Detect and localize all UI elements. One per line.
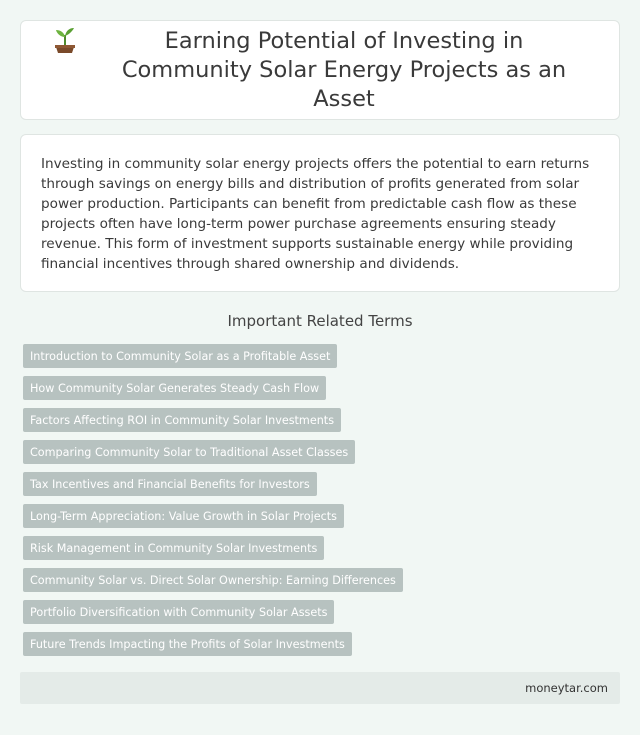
related-term-tag[interactable]: Factors Affecting ROI in Community Solar Investments [23,408,341,432]
related-term-tag[interactable]: Risk Management in Community Solar Investments [23,536,324,560]
related-term-tag[interactable]: Portfolio Diversification with Community Solar Assets [23,600,334,624]
related-term-tag[interactable]: How Community Solar Generates Steady Cash Flow [23,376,326,400]
sprout-icon [50,25,80,55]
related-term-tag[interactable]: Long-Term Appreciation: Value Growth in Solar Projects [23,504,344,528]
related-term-tag[interactable]: Introduction to Community Solar as a Profitable Asset [23,344,337,368]
related-term-tag[interactable]: Tax Incentives and Financial Benefits for Investors [23,472,317,496]
footer-site-link[interactable]: moneytar.com [525,681,608,695]
footer-bar [20,672,620,704]
title-card [20,20,620,120]
related-terms-heading: Important Related Terms [227,312,413,330]
related-term-tag[interactable]: Community Solar vs. Direct Solar Ownership: Earning Differences [23,568,403,592]
related-terms-list [23,344,613,664]
related-term-tag[interactable]: Comparing Community Solar to Traditional Asset Classes [23,440,355,464]
description-card [20,134,620,292]
related-term-tag[interactable]: Future Trends Impacting the Profits of Solar Investments [23,632,352,656]
page-title: Earning Potential of Investing in Community Solar Energy Projects as an Asset [121,27,567,112]
description-text: Investing in community solar energy projects offers the potential to earn returns through savings on energy bills and distribution of profits generated from solar power production. Participants can benefit from predictable cash flow as these projects often have long-term power purchase agreements ensuring steady revenue. This form of investment supports sustainable energy while providing financial incentives through shared ownership and dividends. [41,156,590,272]
title-row [50,27,590,114]
